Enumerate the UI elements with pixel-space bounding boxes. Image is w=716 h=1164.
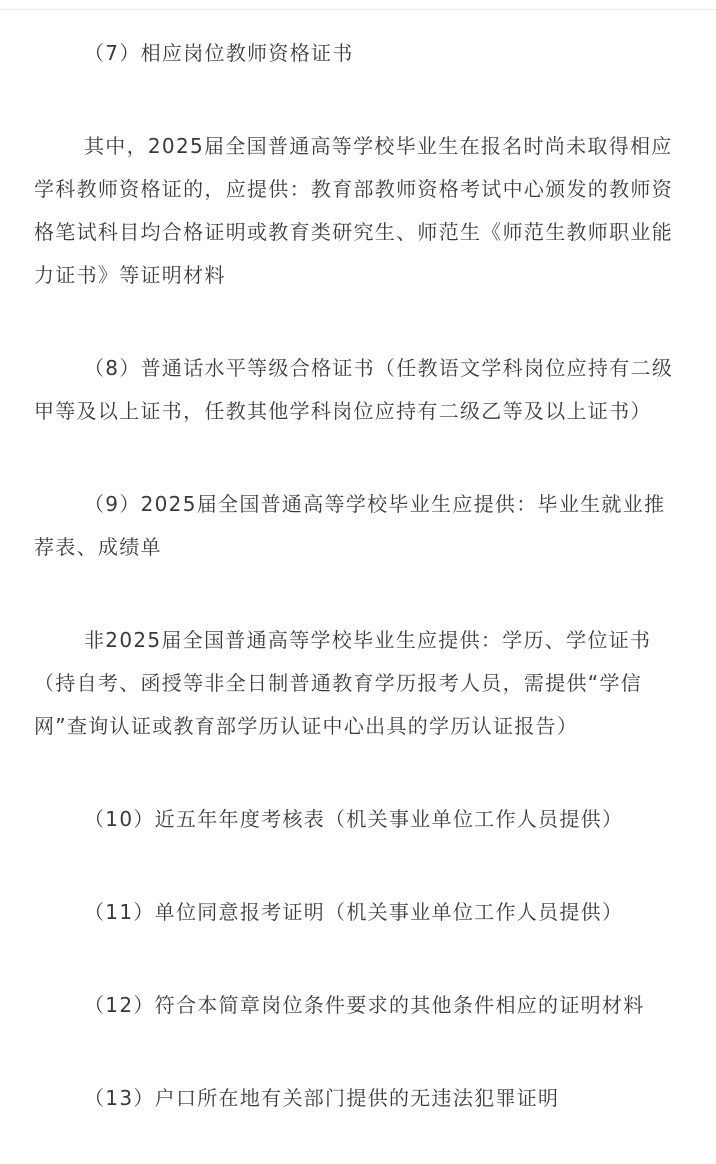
paragraph-item-12: （12）符合本简章岗位条件要求的其他条件相应的证明材料: [84, 993, 645, 1017]
paragraph-non-fresh-graduate-note: 非2025届全国普通高等学校毕业生应提供：学历、学位证书（持自考、函授等非全日制普通教育学历报考人员，需提供“学信网”查询认证或教育部学历认证中心出具的学历认证报告）: [34, 628, 652, 738]
top-divider: [0, 9, 716, 10]
paragraph-item-13: （13）户口所在地有关部门提供的无违法犯罪证明: [84, 1086, 560, 1110]
paragraph-fresh-graduate-note: 其中，2025届全国普通高等学校毕业生在报名时尚未取得相应学科教师资格证的，应提供：教育部教师资格考试中心颁发的教师资格笔试科目均合格证明或教育类研究生、师范生《师范生教师职业能力证书》等证明材料: [34, 134, 673, 287]
paragraph-item-8: （8）普通话水平等级合格证书（任教语文学科岗位应持有二级甲等及以上证书，任教其他学科岗位应持有二级乙等及以上证书）: [34, 356, 674, 423]
paragraph-item-7: （7）相应岗位教师资格证书: [84, 41, 354, 65]
paragraph-item-11: （11）单位同意报考证明（机关事业单位工作人员提供）: [84, 900, 624, 924]
paragraph-item-10: （10）近五年年度考核表（机关事业单位工作人员提供）: [84, 807, 624, 831]
paragraph-item-9: （9）2025届全国普通高等学校毕业生应提供：毕业生就业推荐表、成绩单: [34, 492, 666, 559]
article-body: [34, 32, 682, 1120]
